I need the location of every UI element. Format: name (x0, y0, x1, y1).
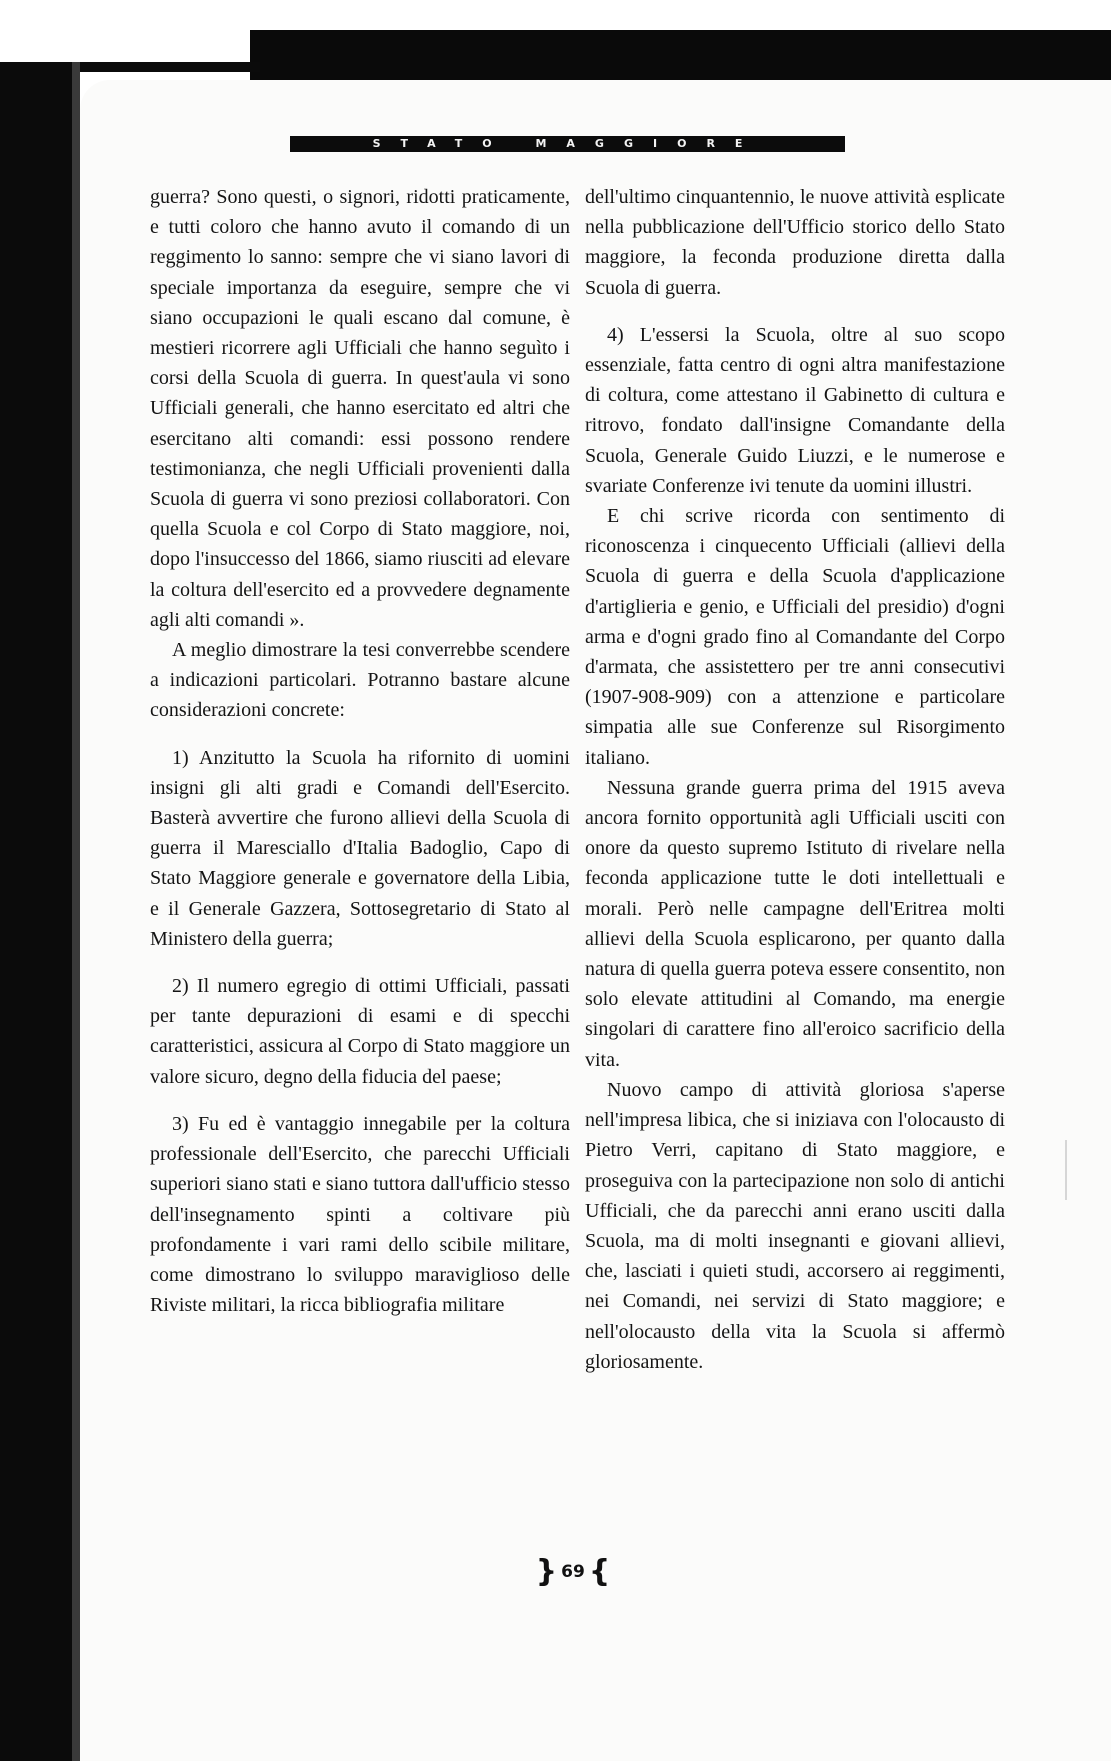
paragraph: Nuovo campo di attività gloriosa s'aperse nell'impresa libica, che si iniziava con l'olocausto di Pietro Verri, capitano di Stato maggiore, e proseguiva con la partecipazione non solo di antichi Ufficiali, che da parecchi anni erano usciti dalla Scuola, ma di molti insegnanti e giovani allievi, che, lasciati i quieti studi, accorsero ai reggimenti, nei Comandi, nei servizi di Stato maggiore; e nell'olocausto della vita la Scuola si affermò gloriosamente. (585, 1078, 1005, 1373)
running-header (290, 136, 845, 152)
scan-border-left-strip (72, 62, 80, 1761)
paragraph: A meglio dimostrare la tesi converrebbe scendere a indicazioni particolari. Potranno bastare alcune considerazioni concrete: (150, 639, 570, 722)
numbered-point-1: 1) Anzitutto la Scuola ha rifornito di uomini insigni gli alti gradi e Comandi dell'Esercito. Basterà avvertire che furono allievi della Scuola di guerra il Maresciallo d'Italia Badoglio, Capo di Stato Maggiore generale e governatore della Libia, e il Generale Gazzera, Sottosegretario di Stato al Ministero della guerra; (150, 746, 570, 950)
numbered-point-4: 4) L'essersi la Scuola, oltre al suo scopo essenziale, fatta centro di ogni altra manifestazione di coltura, come attestano il Gabinetto di cultura e ritrovo, fondato dall'insigne Comandante della Scuola, Generale Guido Liuzzi, e le numerose e svariate Conferenze ivi tenute da uomini illustri. (585, 323, 1005, 497)
page-number (533, 1554, 613, 1589)
page-edge-mark (1065, 1140, 1111, 1200)
text-column-left (150, 182, 570, 1320)
numbered-point-3: 3) Fu ed è vantaggio innegabile per la coltura professionale dell'Esercito, che parecchi Ufficiali superiori siano stati e siano tuttora dall'ufficio stesso dell'insegnamento spinti a coltivare più profondamente i vari rami dello scibile militare, come dimostrano lo sviluppo maraviglioso delle Riviste militari, la ricca bibliografia militare (150, 1112, 570, 1317)
paragraph: Nessuna grande guerra prima del 1915 aveva ancora fornito opportunità agli Ufficiali usciti con onore da questo supremo Istituto di rivelare nella feconda applicazione tutte le doti intellettuali e morali. Però nelle campagne dell'Eritrea molti allievi della Scuola esplicarono, per quanto dalla natura di quella guerra poteva essere consentito, non solo elevate attitudini al Comando, ma energie singolari di carattere fino all'eroico sacrificio della vita. (585, 776, 1005, 1071)
page-number-left-ornament: } (535, 1554, 558, 1589)
numbered-point-2: 2) Il numero egregio di ottimi Ufficiali, passati per tante depurazioni di esami e di specchi caratteristici, assicura al Corpo di Stato maggiore un valore sicuro, degno della fiducia del paese; (150, 975, 570, 1088)
scan-border-left (0, 62, 72, 1761)
running-header-title: STATO MAGGIORE (372, 137, 763, 150)
paragraph: dell'ultimo cinquantennio, le nuove attività esplicate nella pubblicazione dell'Ufficio storico dello Stato maggiore, la feconda produzione diretta dalla Scuola di guerra. (585, 186, 1005, 299)
page-number-right-ornament: { (588, 1554, 611, 1589)
text-column-right (585, 182, 1005, 1377)
page-number-value: 69 (561, 1561, 585, 1582)
paragraph: guerra? Sono questi, o signori, ridotti praticamente, e tutti coloro che hanno avuto il comando di un reggimento lo sanno: sempre che vi siano lavori di speciale importanza da eseguire, sempre che vi siano occupazioni le quali escano dal comune, è mestieri ricorrere agli Ufficiali che hanno seguìto i corsi della Scuola di guerra. In quest'aula vi sono Ufficiali generali, che hanno esercitato ed altri che esercitano alti comandi: essi possono rendere testimonianza, che negli Ufficiali provenienti dalla Scuola di guerra vi sono preziosi collaboratori. Con quella Scuola e col Corpo di Stato maggiore, noi, dopo l'insuccesso del 1866, siamo riusciti ad elevare la coltura dell'esercito ed a provvedere degnamente agli alti comandi ». (150, 186, 570, 631)
paragraph: E chi scrive ricorda con sentimento di riconoscenza i cinquecento Ufficiali (allievi della Scuola di guerra e della Scuola d'applicazione d'artiglieria e genio, e Ufficiali del presidio) d'ogni arma e d'ogni grado fino al Comandante del Corpo d'armata, che assistettero per tre anni consecutivi (1907-908-909) con a attenzione e particolare simpatia alle sue Conferenze sul Risorgimento italiano. (585, 505, 1005, 769)
